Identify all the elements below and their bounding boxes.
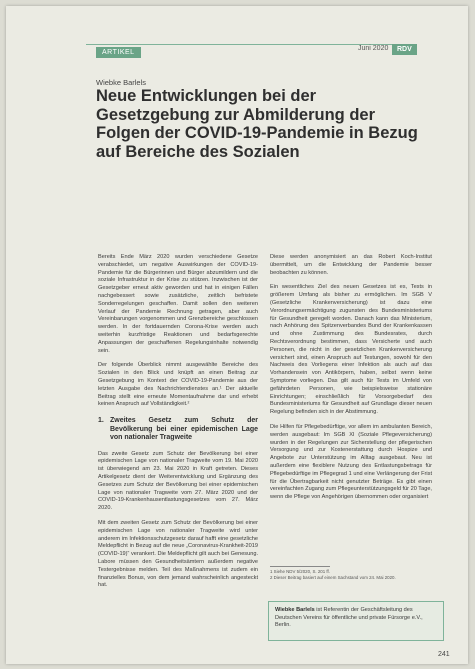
article-author: Wiebke Barlels (96, 78, 147, 87)
issue-date: Juni 2020 (358, 45, 389, 52)
section-heading-text: Zweites Gesetz zum Schutz der Bevölkerung bei einer epidemischen Lage von nationaler Tragweite (110, 417, 258, 442)
author-bio-box (268, 601, 444, 641)
article-title: Neue Entwicklungen bei der Gesetzgebung zur Abmilderung der Folgen der COVID-19-Pandemie in Bezug auf Bereiche des Sozialen (96, 87, 418, 161)
footnote: 2 Dieser Beitrag basiert auf einem Sachstand vom 24. Mai 2020. (270, 574, 396, 580)
body-paragraph: Ein wesentliches Ziel des neuen Gesetzes ist es, Tests in größerem Umfang als bisher zu ermöglichen. Im SGB V (Gesetzliche Krankenversicherung) ist dazu eine Verordnungsermächtigung zugunsten des Bundesministeriums für Gesundheit geregelt worden. Danach kann das Ministerium, nach Anhörung des Spitzenverbandes Bund der Krankenkassen und ohne Zustimmung des Bundesrates, durch Rechtsverordnung bestimmen, dass Versicherte und auch Personen, die nicht in der gesetzlichen Krankenversicherung versichert sind, einen Anspruch auf Testungen, sowohl für den Nachweis des Vorliegens einer Infektion als auch auf das Vorhandensein von Antikörpern, haben, selbst wenn keine Symptome vorliegen. Das gilt auch für Tests im Umfeld von gefährdeten Personen, wie beispielsweise stationäre Einrichtungen; einschließlich für Vorsorgebedarf des Bundesministeriums für Gesundheit auf Grundlage dieser neuen Regelung befinden sich in der Abstimmung. (270, 284, 432, 416)
author-bio-name: Wiebke Barlels (275, 607, 315, 613)
body-paragraph: Mit dem zweiten Gesetz zum Schutz der Bevölkerung bei einer epidemischen Lage von nationaler Tragweite wird unter anderem im Infektionsschutzgesetz darauf hafft eine gesetzliche Meldepflicht in Bezug auf die neue „Coronavirus-Krankheit-2019 (COVID-19)“ verankert. Die Meldepflicht gilt auch bei Genesung. Labore müssen den Gesundheitsämtern außerdem negative Testergebnisse melden. Teil des Maßnahmens ist zudem ein finanzielles Bonus, von dem jemand wahrscheinlich angesteckt hat. (98, 520, 258, 589)
footnote-divider (270, 566, 330, 567)
section-number: 1. (98, 417, 104, 425)
section-heading (98, 417, 258, 443)
page-number: 241 (438, 651, 450, 658)
body-paragraph: Das zweite Gesetz zum Schutz der Bevölkerung bei einer epidemischen Lage von nationaler Tragweite vom 19. Mai 2020 ist überwiegend am 23. Mai 2020 in Kraft getreten. Dieses Artikelgesetz dient der Weiterentwicklung und Ergänzung des Gesetzes zum Schutz der Bevölkerung bei einer epidemischen Lage von nationaler Tragweite vom 27. März 2020 und der COVID-19-Krankenhausentlastungsgesetzes vom 27. März 2020. (98, 450, 258, 512)
intro-paragraph: Bereits Ende März 2020 wurden verschiedene Gesetze verabschiedet, um negative Auswirkungen der COVID-19-Pandemie für die Bürgerinnen und Bürger abzumildern und die soziale Infrastruktur in der Krise zu stützen. Inzwischen ist der Gesetzgeber erneut aktiv geworden und hat in einigen Fällen nachgebessert sowie zusätzliche, zeitlich befristete Sonderregelungen geschaffen. Damit sollen den weiteren Verlauf der Pandemie Rechnung getragen, aber auch Vereinbarungen vorgenommen und Grenzbereiche geschlossen werden. In der fortdauernden Corona-Krise werden auch weiterhin kurzfristige Reaktionen und bedarfsgerechte Anpassungen der geschaffenen Regelungsinhalte notwendig sein. (98, 254, 258, 354)
section-tag: ARTIKEL (96, 47, 141, 58)
author-bio-text: ist Referentin der Geschäftsleitung des Deutschen Vereins für öffentliche und private Fürsorge e.V., Berlin. (275, 607, 423, 629)
left-column (98, 254, 258, 597)
journal-badge: RDV (392, 44, 417, 55)
footnote: 1 Siehe NDV 5/2020, S. 201 ff. (270, 569, 330, 574)
body-paragraph: Die Hilfen für Pflegebedürftige, vor allem im ambulanten Bereich, werden ausgebaut: Im SGB XI (Soziale Pflegeversicherung) wurden in der Regelungen zur Sicherstellung der pflegerischen Versorgung und zur Kostenerstattung durch Hospize und Angebote zur Unterstützung im Alltag ausgebaut. Neu ist außerdem eine flexiblere Nutzung des Entlastungsbetrags für Pflegebedürftige im Pflegegrad 1 und eine Verlängerung der Frist für die Übertragbarkeit nicht genutzter Beträge. Es gibt einen vereinfachten Zugang zum Pflegeunterstützungsgeld für 20 Tage, wenn die Pflege von Angehörigen übernommen oder organisiert (270, 423, 432, 501)
footnotes (270, 569, 430, 581)
right-column (270, 254, 432, 509)
article-page (6, 6, 468, 664)
overview-paragraph: Der folgende Überblick nimmt ausgewählte Bereiche des Sozialen in den Blick und knüpft an einen Beitrag zur Gesetzgebung im Kontext der COVID-19-Pandemie aus der letzten Ausgabe des Nachrichtendienstes an.¹ Der aktuelle Beitrag stellt eine erneute Momentaufnahme dar und erhebt keinen Anspruch auf Vollständigkeit.² (98, 362, 258, 408)
body-paragraph: Diese werden anonymisiert an das Robert Koch-Institut übermittelt, um die Entwicklung der Pandemie besser beobachten zu können. (270, 254, 432, 276)
